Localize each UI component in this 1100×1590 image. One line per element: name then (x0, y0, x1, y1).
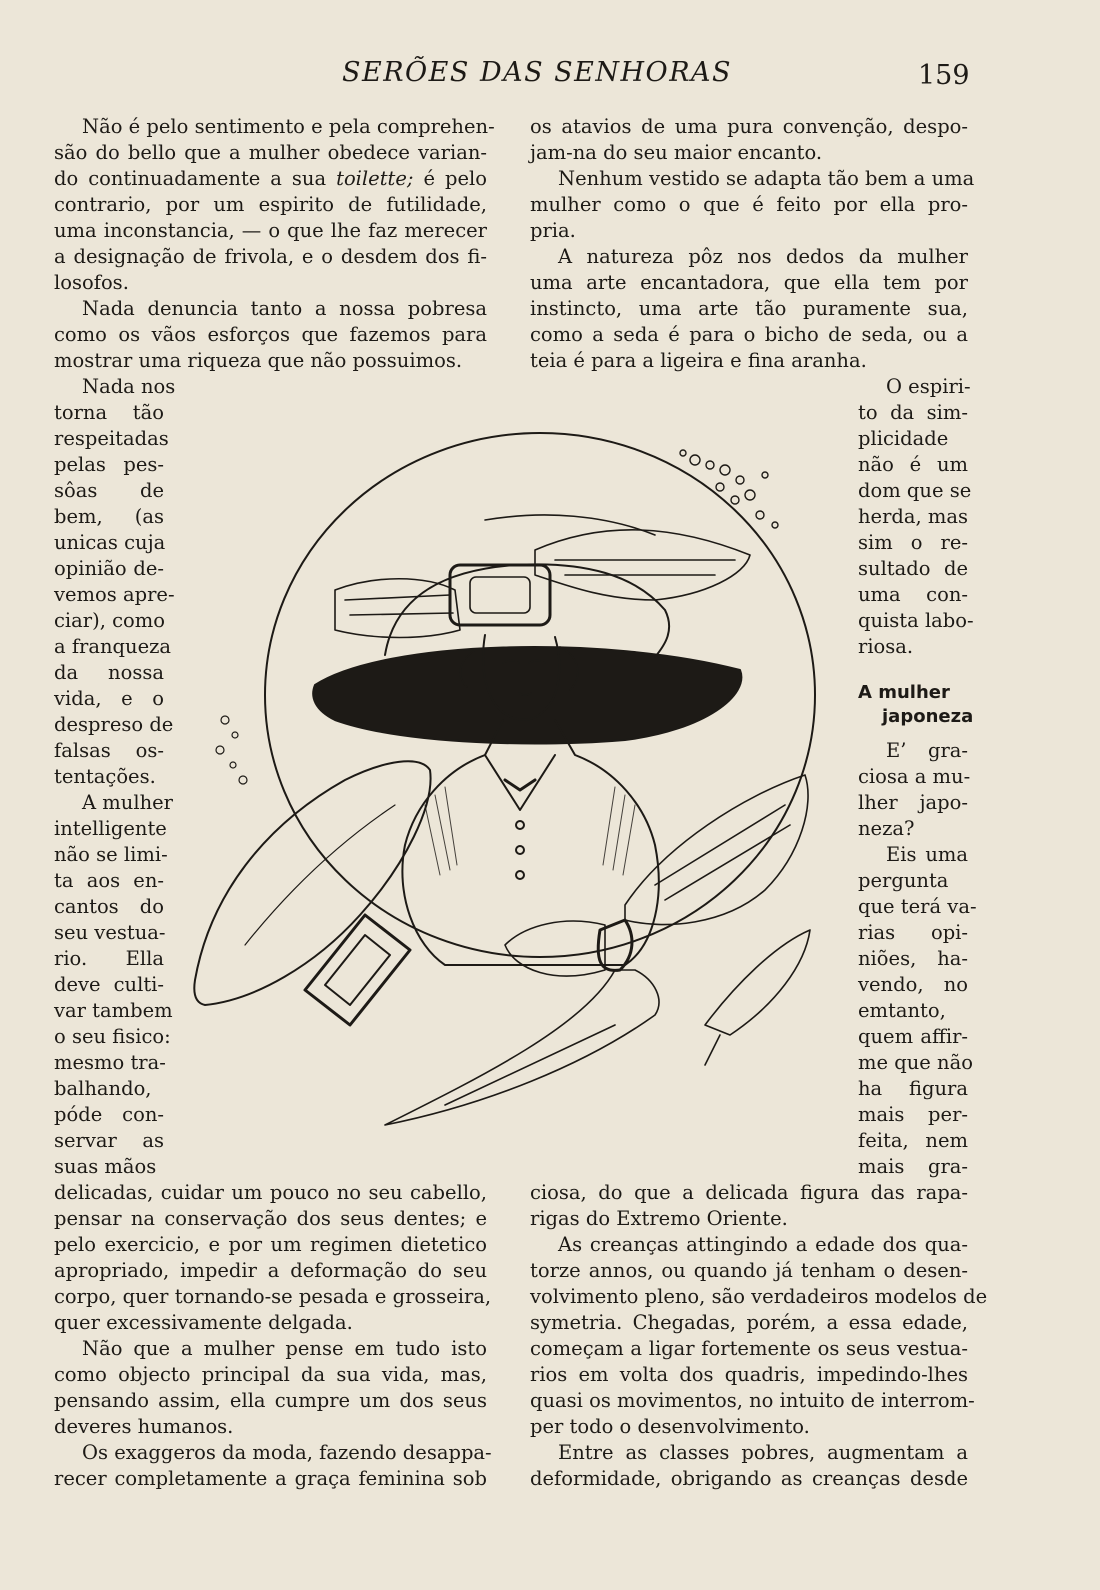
text-line: instincto, uma arte tão puramente sua, (530, 297, 968, 320)
text-line: despreso de (54, 713, 174, 736)
text-line: corpo, quer tornando-se pesada e grosseira, (54, 1285, 492, 1308)
text-line: neza? (858, 817, 915, 840)
text-line: pelas pes- (54, 453, 164, 476)
text-line: ha figura (858, 1077, 968, 1100)
text-line: vida, e o (54, 687, 164, 710)
text-line: pelo exercicio, e por um regimen dietetico (54, 1233, 487, 1256)
text-line: seu vestua- (54, 921, 166, 944)
text-line: emtanto, (858, 999, 946, 1022)
text-line: feita, nem (858, 1129, 968, 1152)
text-line: volvimento pleno, são verdadeiros modelos de (530, 1285, 988, 1308)
text-line: lher japo- (858, 791, 968, 814)
text-line: mais per- (858, 1103, 968, 1126)
text-line: quista labo- (858, 609, 974, 632)
text-line: riosa. (858, 635, 914, 658)
text-line: ciosa a mu- (858, 765, 971, 788)
text-line: respeitadas (54, 427, 169, 450)
text-line: quasi os movimentos, no intuito de interrom- (530, 1389, 975, 1412)
text-line: rios em volta dos quadris, impedindo-lhes (530, 1363, 968, 1386)
fashion-illustration (185, 425, 845, 1170)
text-line: como os vãos esforços que fazemos para (54, 323, 487, 346)
text-line: Nenhum vestido se adapta tão bem a uma (558, 167, 975, 190)
text-line: var tambem (54, 999, 173, 1022)
text-line: Não é pelo sentimento e pela comprehen- (82, 115, 495, 138)
text-line: Eis uma (886, 843, 968, 866)
text-line: não se limi- (54, 843, 168, 866)
text-line: rigas do Extremo Oriente. (530, 1207, 788, 1230)
text-line: pensando assim, ella cumpre um dos seus (54, 1389, 487, 1412)
text-line: plicidade (858, 427, 949, 450)
text-line: ciosa, do que a delicada figura das rapa- (530, 1181, 968, 1204)
text-line: teia é para a ligeira e fina aranha. (530, 349, 867, 372)
text-line: da nossa (54, 661, 164, 684)
text-line: losofos. (54, 271, 129, 294)
text-line: uma con- (858, 583, 968, 606)
text-line: como objecto principal da sua vida, mas, (54, 1363, 487, 1386)
text-line: per todo o desenvolvimento. (530, 1415, 810, 1438)
text-line: são do bello que a mulher obedece varian- (54, 141, 487, 164)
text-line: deformidade, obrigando as creanças desde (530, 1467, 968, 1490)
text-line: cantos do (54, 895, 164, 918)
text-line: ciar), como (54, 609, 166, 632)
text-line: niões, ha- (858, 947, 968, 970)
text-line: sim o re- (858, 531, 968, 554)
text-line: tentações. (54, 765, 156, 788)
text-line: rias opi- (858, 921, 968, 944)
text-line: a franqueza (54, 635, 172, 658)
text-line: me que não (858, 1051, 973, 1074)
text-line: jam-na do seu maior encanto. (530, 141, 823, 164)
text-line: As creanças attingindo a edade dos qua- (558, 1233, 968, 1256)
text-line: bem, (as (54, 505, 164, 528)
text-line: torna tão (54, 401, 164, 424)
text-line: contrario, por um espirito de futilidade, (54, 193, 487, 216)
ribbon-bow (385, 775, 808, 1125)
text-line: A mulher (82, 791, 173, 814)
text-line: intelligente (54, 817, 167, 840)
text-line: unicas cuja (54, 531, 166, 554)
text-line: Os exaggeros da moda, fazendo desappa- (82, 1441, 492, 1464)
text-line: sôas de (54, 479, 164, 502)
text-line: symetria. Chegadas, porém, a essa edade, (530, 1311, 968, 1334)
text-line: deve culti- (54, 973, 164, 996)
text-line: vendo, no (858, 973, 968, 996)
buckle-icon (305, 915, 410, 1025)
text-line: O espiri- (886, 375, 971, 398)
text-line: mais gra- (858, 1155, 968, 1178)
text-line: suas mãos (54, 1155, 157, 1178)
text-line: E’ gra- (886, 739, 968, 762)
flower-sprig-icon (216, 716, 247, 784)
text-line: do continuadamente a sua toilette; é pelo (54, 167, 487, 190)
section-heading: japoneza (882, 706, 974, 727)
text-line: quer excessivamente delgada. (54, 1311, 353, 1334)
text-line: quem affir- (858, 1025, 968, 1048)
text-line: mesmo tra- (54, 1051, 166, 1074)
text-line: começam a ligar fortemente os seus vestua- (530, 1337, 968, 1360)
running-header: SERÕES DAS SENHORAS (342, 57, 733, 88)
text-line: uma inconstancia, — o que lhe faz merecer (54, 219, 487, 242)
text-line: o seu fisico: (54, 1025, 171, 1048)
text-line: a designação de frivola, e o desdem dos fi- (54, 245, 487, 268)
text-line: rio. Ella (54, 947, 164, 970)
text-line: torze annos, ou quando já tenham o desen- (530, 1259, 968, 1282)
text-line: uma arte encantadora, que ella tem por (530, 271, 968, 294)
page-number: 159 (918, 60, 970, 91)
text-line: Não que a mulher pense em tudo isto (82, 1337, 487, 1360)
text-line: opinião de- (54, 557, 164, 580)
text-line: servar as (54, 1129, 164, 1152)
text-line: póde con- (54, 1103, 164, 1126)
text-line: falsas os- (54, 739, 164, 762)
text-line: pergunta (858, 869, 949, 892)
text-line: delicadas, cuidar um pouco no seu cabello, (54, 1181, 487, 1204)
section-heading: A mulher (858, 682, 950, 703)
text-line: herda, mas (858, 505, 969, 528)
text-line: mostrar uma riqueza que não possuimos. (54, 349, 463, 372)
text-line: não é um (858, 453, 968, 476)
text-line: ta aos en- (54, 869, 164, 892)
text-line: pria. (530, 219, 576, 242)
text-line: pensar na conservação dos seus dentes; e (54, 1207, 487, 1230)
text-line: que terá va- (858, 895, 977, 918)
text-line: A natureza pôz nos dedos da mulher (558, 245, 968, 268)
text-line: to da sim- (858, 401, 968, 424)
text-line: vemos apre- (54, 583, 175, 606)
text-line: Nada denuncia tanto a nossa pobresa (82, 297, 487, 320)
text-line: deveres humanos. (54, 1415, 234, 1438)
ribbon-end (705, 930, 810, 1035)
text-line: apropriado, impedir a deformação do seu (54, 1259, 487, 1282)
text-line: os atavios de uma pura convenção, despo- (530, 115, 968, 138)
text-line: balhando, (54, 1077, 152, 1100)
text-line: Entre as classes pobres, augmentam a (558, 1441, 968, 1464)
text-line: como a seda é para o bicho de seda, ou a (530, 323, 968, 346)
text-line: recer completamente a graça feminina sob (54, 1467, 487, 1490)
text-line: Nada nos (82, 375, 176, 398)
text-line: sultado de (858, 557, 968, 580)
text-line: mulher como o que é feito por ella pro- (530, 193, 968, 216)
flower-spray-icon (680, 450, 778, 528)
text-line: dom que se (858, 479, 972, 502)
